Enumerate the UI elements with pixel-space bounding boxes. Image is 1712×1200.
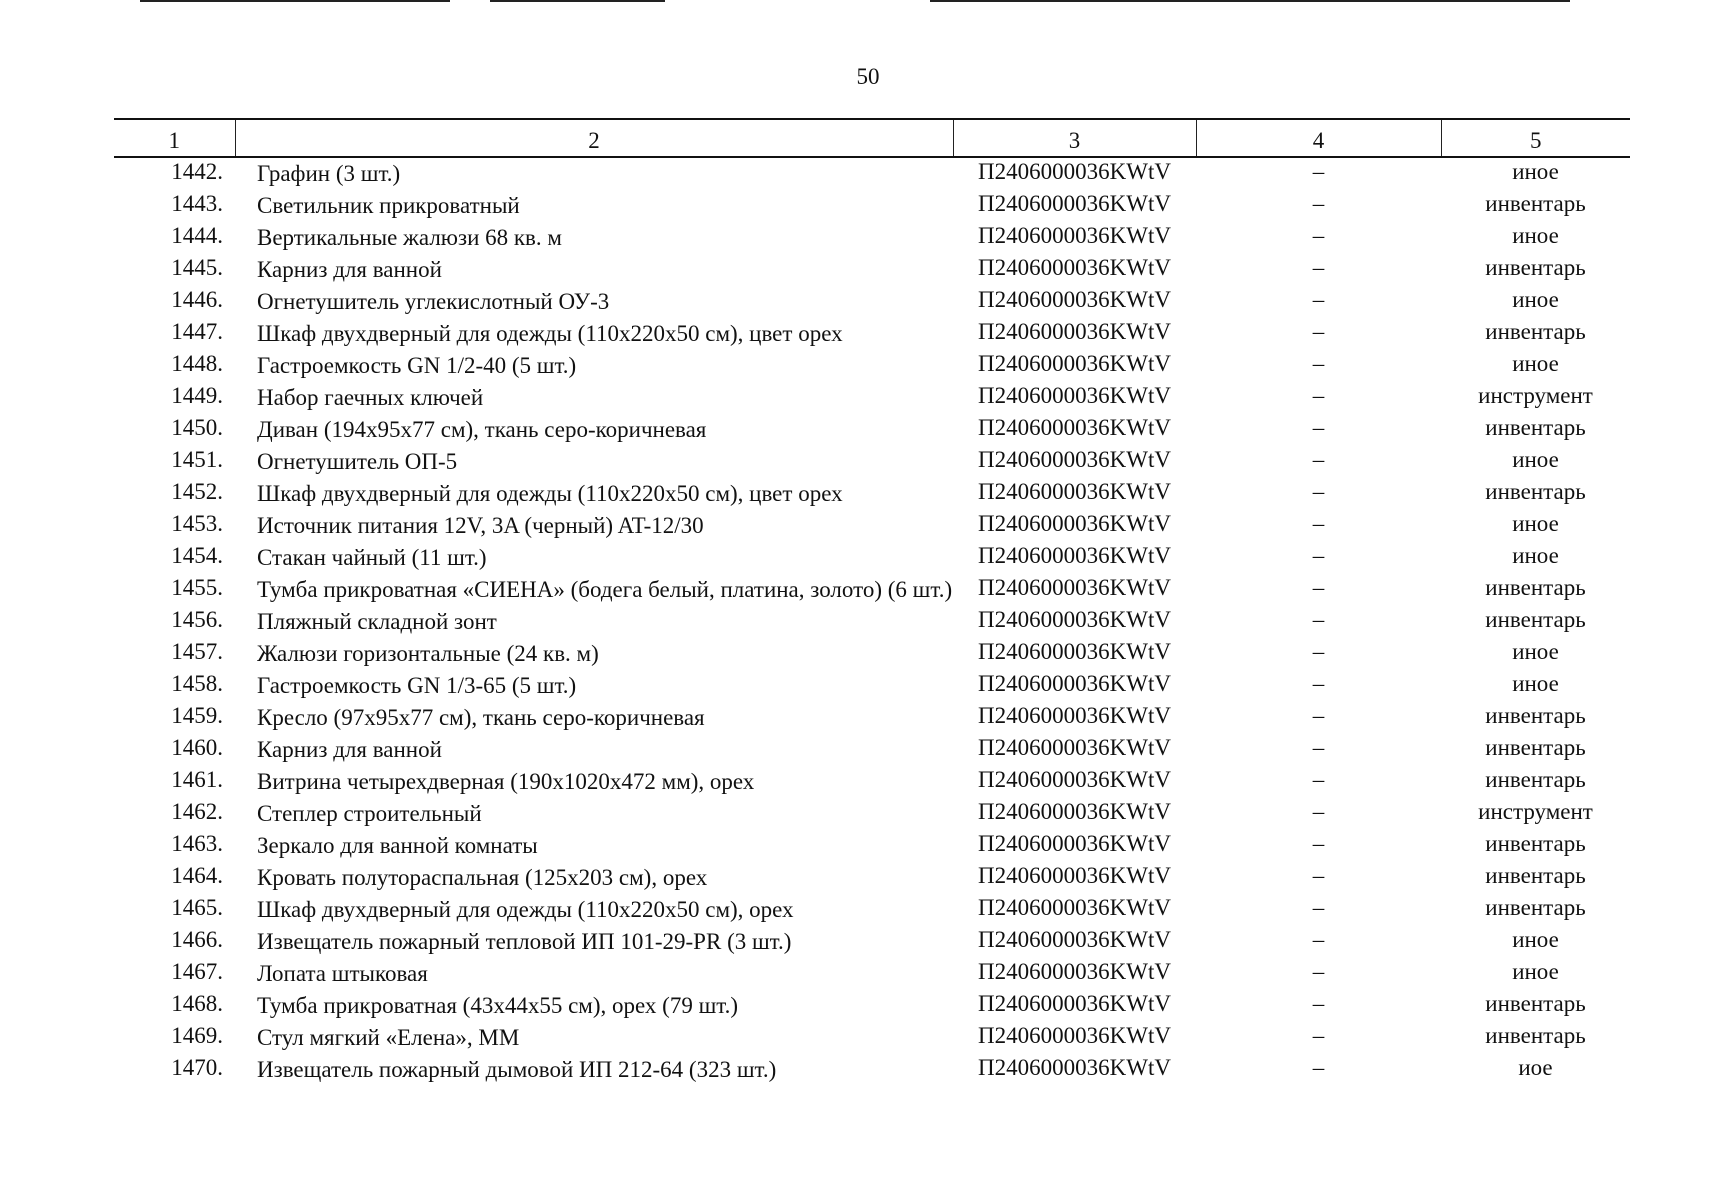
item-category: инвентарь <box>1485 767 1586 792</box>
row-number: 1442. <box>171 159 223 184</box>
item-category: инвентарь <box>1485 703 1586 728</box>
column-4-value: – <box>1312 639 1325 664</box>
table-row <box>114 862 1630 894</box>
item-category: иое <box>1518 1055 1553 1080</box>
table-row <box>114 574 1630 606</box>
column-header-3: 3 <box>953 119 1196 157</box>
item-name: Шкаф двухдверный для одежды (110x220x50 см), цвет орех <box>257 481 843 506</box>
inventory-code: П2406000036KWtV <box>978 863 1171 888</box>
column-4-value: – <box>1312 735 1325 760</box>
column-4-value: – <box>1312 927 1325 952</box>
item-name: Лопата штыковая <box>257 961 428 986</box>
inventory-code: П2406000036KWtV <box>978 607 1171 632</box>
table-row <box>114 542 1630 574</box>
column-4-value: – <box>1312 511 1325 536</box>
table-row <box>114 798 1630 830</box>
item-name: Шкаф двухдверный для одежды (110x220x50 см), орех <box>257 897 794 922</box>
row-number: 1456. <box>171 607 223 632</box>
table-row <box>114 1054 1630 1086</box>
row-number: 1457. <box>171 639 223 664</box>
item-name: Источник питания 12V, 3A (черный) AT-12/30 <box>257 513 704 538</box>
column-4-value: – <box>1312 767 1325 792</box>
row-number: 1449. <box>171 383 223 408</box>
item-category: инвентарь <box>1485 415 1586 440</box>
inventory-code: П2406000036KWtV <box>978 639 1171 664</box>
row-number: 1459. <box>171 703 223 728</box>
table-row <box>114 254 1630 286</box>
column-4-value: – <box>1312 223 1325 248</box>
row-number: 1469. <box>171 1023 223 1048</box>
column-4-value: – <box>1312 159 1325 184</box>
inventory-code: П2406000036KWtV <box>978 479 1171 504</box>
item-name: Огнетушитель углекислотный ОУ-3 <box>257 289 610 314</box>
item-category: иное <box>1512 671 1559 696</box>
inventory-code: П2406000036KWtV <box>978 735 1171 760</box>
column-4-value: – <box>1312 959 1325 984</box>
inventory-code: П2406000036KWtV <box>978 1055 1171 1080</box>
inventory-code: П2406000036KWtV <box>978 703 1171 728</box>
row-number: 1467. <box>171 959 223 984</box>
column-4-value: – <box>1312 895 1325 920</box>
item-category: инвентарь <box>1485 895 1586 920</box>
item-name: Шкаф двухдверный для одежды (110x220x50 см), цвет орех <box>257 321 843 346</box>
item-name: Набор гаечных ключей <box>257 385 484 410</box>
inventory-code: П2406000036KWtV <box>978 223 1171 248</box>
scan-edge-left <box>140 0 450 2</box>
inventory-code: П2406000036KWtV <box>978 383 1171 408</box>
inventory-code: П2406000036KWtV <box>978 767 1171 792</box>
inventory-code: П2406000036KWtV <box>978 159 1171 184</box>
table-row <box>114 446 1630 478</box>
inventory-code: П2406000036KWtV <box>978 671 1171 696</box>
item-name: Степлер строительный <box>257 801 482 826</box>
table-row <box>114 382 1630 414</box>
item-name: Гастроемкость GN 1/3-65 (5 шт.) <box>257 673 577 698</box>
row-number: 1464. <box>171 863 223 888</box>
table-row <box>114 222 1630 254</box>
column-header-5: 5 <box>1441 119 1630 157</box>
table-row <box>114 702 1630 734</box>
column-4-value: – <box>1312 1055 1325 1080</box>
table-row <box>114 1022 1630 1054</box>
item-name: Графин (3 шт.) <box>257 161 401 186</box>
page-number: 50 <box>856 64 880 89</box>
table-row <box>114 926 1630 958</box>
row-number: 1466. <box>171 927 223 952</box>
table-row <box>114 990 1630 1022</box>
inventory-code: П2406000036KWtV <box>978 831 1171 856</box>
column-4-value: – <box>1312 671 1325 696</box>
item-category: инвентарь <box>1485 255 1586 280</box>
scan-edge-right <box>930 0 1570 2</box>
item-name: Извещатель пожарный дымовой ИП 212-64 (323 шт.) <box>257 1057 777 1082</box>
row-number: 1451. <box>171 447 223 472</box>
inventory-code: П2406000036KWtV <box>978 959 1171 984</box>
table-row <box>114 606 1630 638</box>
column-4-value: – <box>1312 287 1325 312</box>
inventory-code: П2406000036KWtV <box>978 1023 1171 1048</box>
table-row <box>114 286 1630 318</box>
item-category: инструмент <box>1478 383 1593 408</box>
item-name: Зеркало для ванной комнаты <box>257 833 538 858</box>
table-row <box>114 670 1630 702</box>
item-name: Вертикальные жалюзи 68 кв. м <box>257 225 562 250</box>
item-category: иное <box>1512 543 1559 568</box>
row-number: 1445. <box>171 255 223 280</box>
column-4-value: – <box>1312 319 1325 344</box>
inventory-code: П2406000036KWtV <box>978 799 1171 824</box>
inventory-code: П2406000036KWtV <box>978 447 1171 472</box>
item-category: иное <box>1512 223 1559 248</box>
row-number: 1463. <box>171 831 223 856</box>
table-row <box>114 510 1630 542</box>
table-body <box>114 157 1630 1086</box>
item-name: Карниз для ванной <box>257 257 442 282</box>
column-header-4: 4 <box>1196 119 1441 157</box>
row-number: 1460. <box>171 735 223 760</box>
inventory-code: П2406000036KWtV <box>978 351 1171 376</box>
column-4-value: – <box>1312 799 1325 824</box>
item-name: Тумба прикроватная «СИЕНА» (бодега белый, платина, золото) (6 шт.) <box>257 577 953 602</box>
item-name: Извещатель пожарный тепловой ИП 101-29-PR (3 шт.) <box>257 929 792 954</box>
column-4-value: – <box>1312 479 1325 504</box>
column-4-value: – <box>1312 255 1325 280</box>
column-4-value: – <box>1312 351 1325 376</box>
row-number: 1455. <box>171 575 223 600</box>
item-category: иное <box>1512 287 1559 312</box>
inventory-code: П2406000036KWtV <box>978 895 1171 920</box>
item-category: иное <box>1512 447 1559 472</box>
row-number: 1443. <box>171 191 223 216</box>
inventory-code: П2406000036KWtV <box>978 319 1171 344</box>
table-row <box>114 318 1630 350</box>
item-category: инвентарь <box>1485 191 1586 216</box>
table-row <box>114 638 1630 670</box>
row-number: 1453. <box>171 511 223 536</box>
inventory-code: П2406000036KWtV <box>978 191 1171 216</box>
item-name: Тумба прикроватная (43x44x55 см), орех (79 шт.) <box>257 993 739 1018</box>
row-number: 1468. <box>171 991 223 1016</box>
column-4-value: – <box>1312 383 1325 408</box>
table-row <box>114 350 1630 382</box>
item-category: инвентарь <box>1485 607 1586 632</box>
column-4-value: – <box>1312 607 1325 632</box>
item-category: инвентарь <box>1485 735 1586 760</box>
item-category: иное <box>1512 959 1559 984</box>
item-category: инвентарь <box>1485 831 1586 856</box>
inventory-code: П2406000036KWtV <box>978 991 1171 1016</box>
row-number: 1450. <box>171 415 223 440</box>
item-category: инвентарь <box>1485 1023 1586 1048</box>
item-name: Гастроемкость GN 1/2-40 (5 шт.) <box>257 353 577 378</box>
row-number: 1452. <box>171 479 223 504</box>
row-number: 1444. <box>171 223 223 248</box>
column-4-value: – <box>1312 575 1325 600</box>
item-name: Кровать полутораспальная (125x203 см), орех <box>257 865 708 890</box>
item-category: инвентарь <box>1485 319 1586 344</box>
column-4-value: – <box>1312 447 1325 472</box>
table-row <box>114 894 1630 926</box>
item-category: инвентарь <box>1485 575 1586 600</box>
item-category: инвентарь <box>1485 863 1586 888</box>
column-4-value: – <box>1312 543 1325 568</box>
row-number: 1458. <box>171 671 223 696</box>
column-4-value: – <box>1312 863 1325 888</box>
row-number: 1462. <box>171 799 223 824</box>
table-row <box>114 766 1630 798</box>
column-4-value: – <box>1312 991 1325 1016</box>
item-name: Огнетушитель ОП-5 <box>257 449 458 474</box>
inventory-code: П2406000036KWtV <box>978 287 1171 312</box>
item-name: Пляжный складной зонт <box>257 609 497 634</box>
column-4-value: – <box>1312 703 1325 728</box>
row-number: 1461. <box>171 767 223 792</box>
table-row <box>114 958 1630 990</box>
row-number: 1447. <box>171 319 223 344</box>
inventory-code: П2406000036KWtV <box>978 415 1171 440</box>
item-category: инструмент <box>1478 799 1593 824</box>
item-category: иное <box>1512 639 1559 664</box>
scan-edge-middle <box>490 0 665 2</box>
table-row <box>114 157 1630 190</box>
row-number: 1448. <box>171 351 223 376</box>
inventory-code: П2406000036KWtV <box>978 927 1171 952</box>
inventory-code: П2406000036KWtV <box>978 511 1171 536</box>
table-header <box>114 119 1630 157</box>
table-row <box>114 414 1630 446</box>
column-4-value: – <box>1312 415 1325 440</box>
item-category: иное <box>1512 159 1559 184</box>
table-row <box>114 830 1630 862</box>
column-4-value: – <box>1312 1023 1325 1048</box>
column-4-value: – <box>1312 191 1325 216</box>
table-row <box>114 190 1630 222</box>
column-header-1: 1 <box>114 119 235 157</box>
inventory-code: П2406000036KWtV <box>978 575 1171 600</box>
item-category: иное <box>1512 511 1559 536</box>
item-category: иное <box>1512 927 1559 952</box>
column-header-2: 2 <box>235 119 953 157</box>
item-category: инвентарь <box>1485 479 1586 504</box>
row-number: 1454. <box>171 543 223 568</box>
item-name: Стул мягкий «Елена», ММ <box>257 1025 520 1050</box>
row-number: 1446. <box>171 287 223 312</box>
item-category: инвентарь <box>1485 991 1586 1016</box>
item-name: Витрина четырехдверная (190x1020x472 мм), орех <box>257 769 755 794</box>
item-name: Карниз для ванной <box>257 737 442 762</box>
item-name: Светильник прикроватный <box>257 193 520 218</box>
table-row <box>114 734 1630 766</box>
row-number: 1470. <box>171 1055 223 1080</box>
item-category: иное <box>1512 351 1559 376</box>
row-number: 1465. <box>171 895 223 920</box>
item-name: Кресло (97x95x77 см), ткань серо-коричневая <box>257 705 705 730</box>
inventory-code: П2406000036KWtV <box>978 255 1171 280</box>
table-row <box>114 478 1630 510</box>
column-4-value: – <box>1312 831 1325 856</box>
inventory-code: П2406000036KWtV <box>978 543 1171 568</box>
item-name: Жалюзи горизонтальные (24 кв. м) <box>257 641 599 666</box>
inventory-table <box>114 118 1630 1086</box>
item-name: Стакан чайный (11 шт.) <box>257 545 487 570</box>
item-name: Диван (194x95x77 см), ткань серо-коричневая <box>257 417 707 442</box>
